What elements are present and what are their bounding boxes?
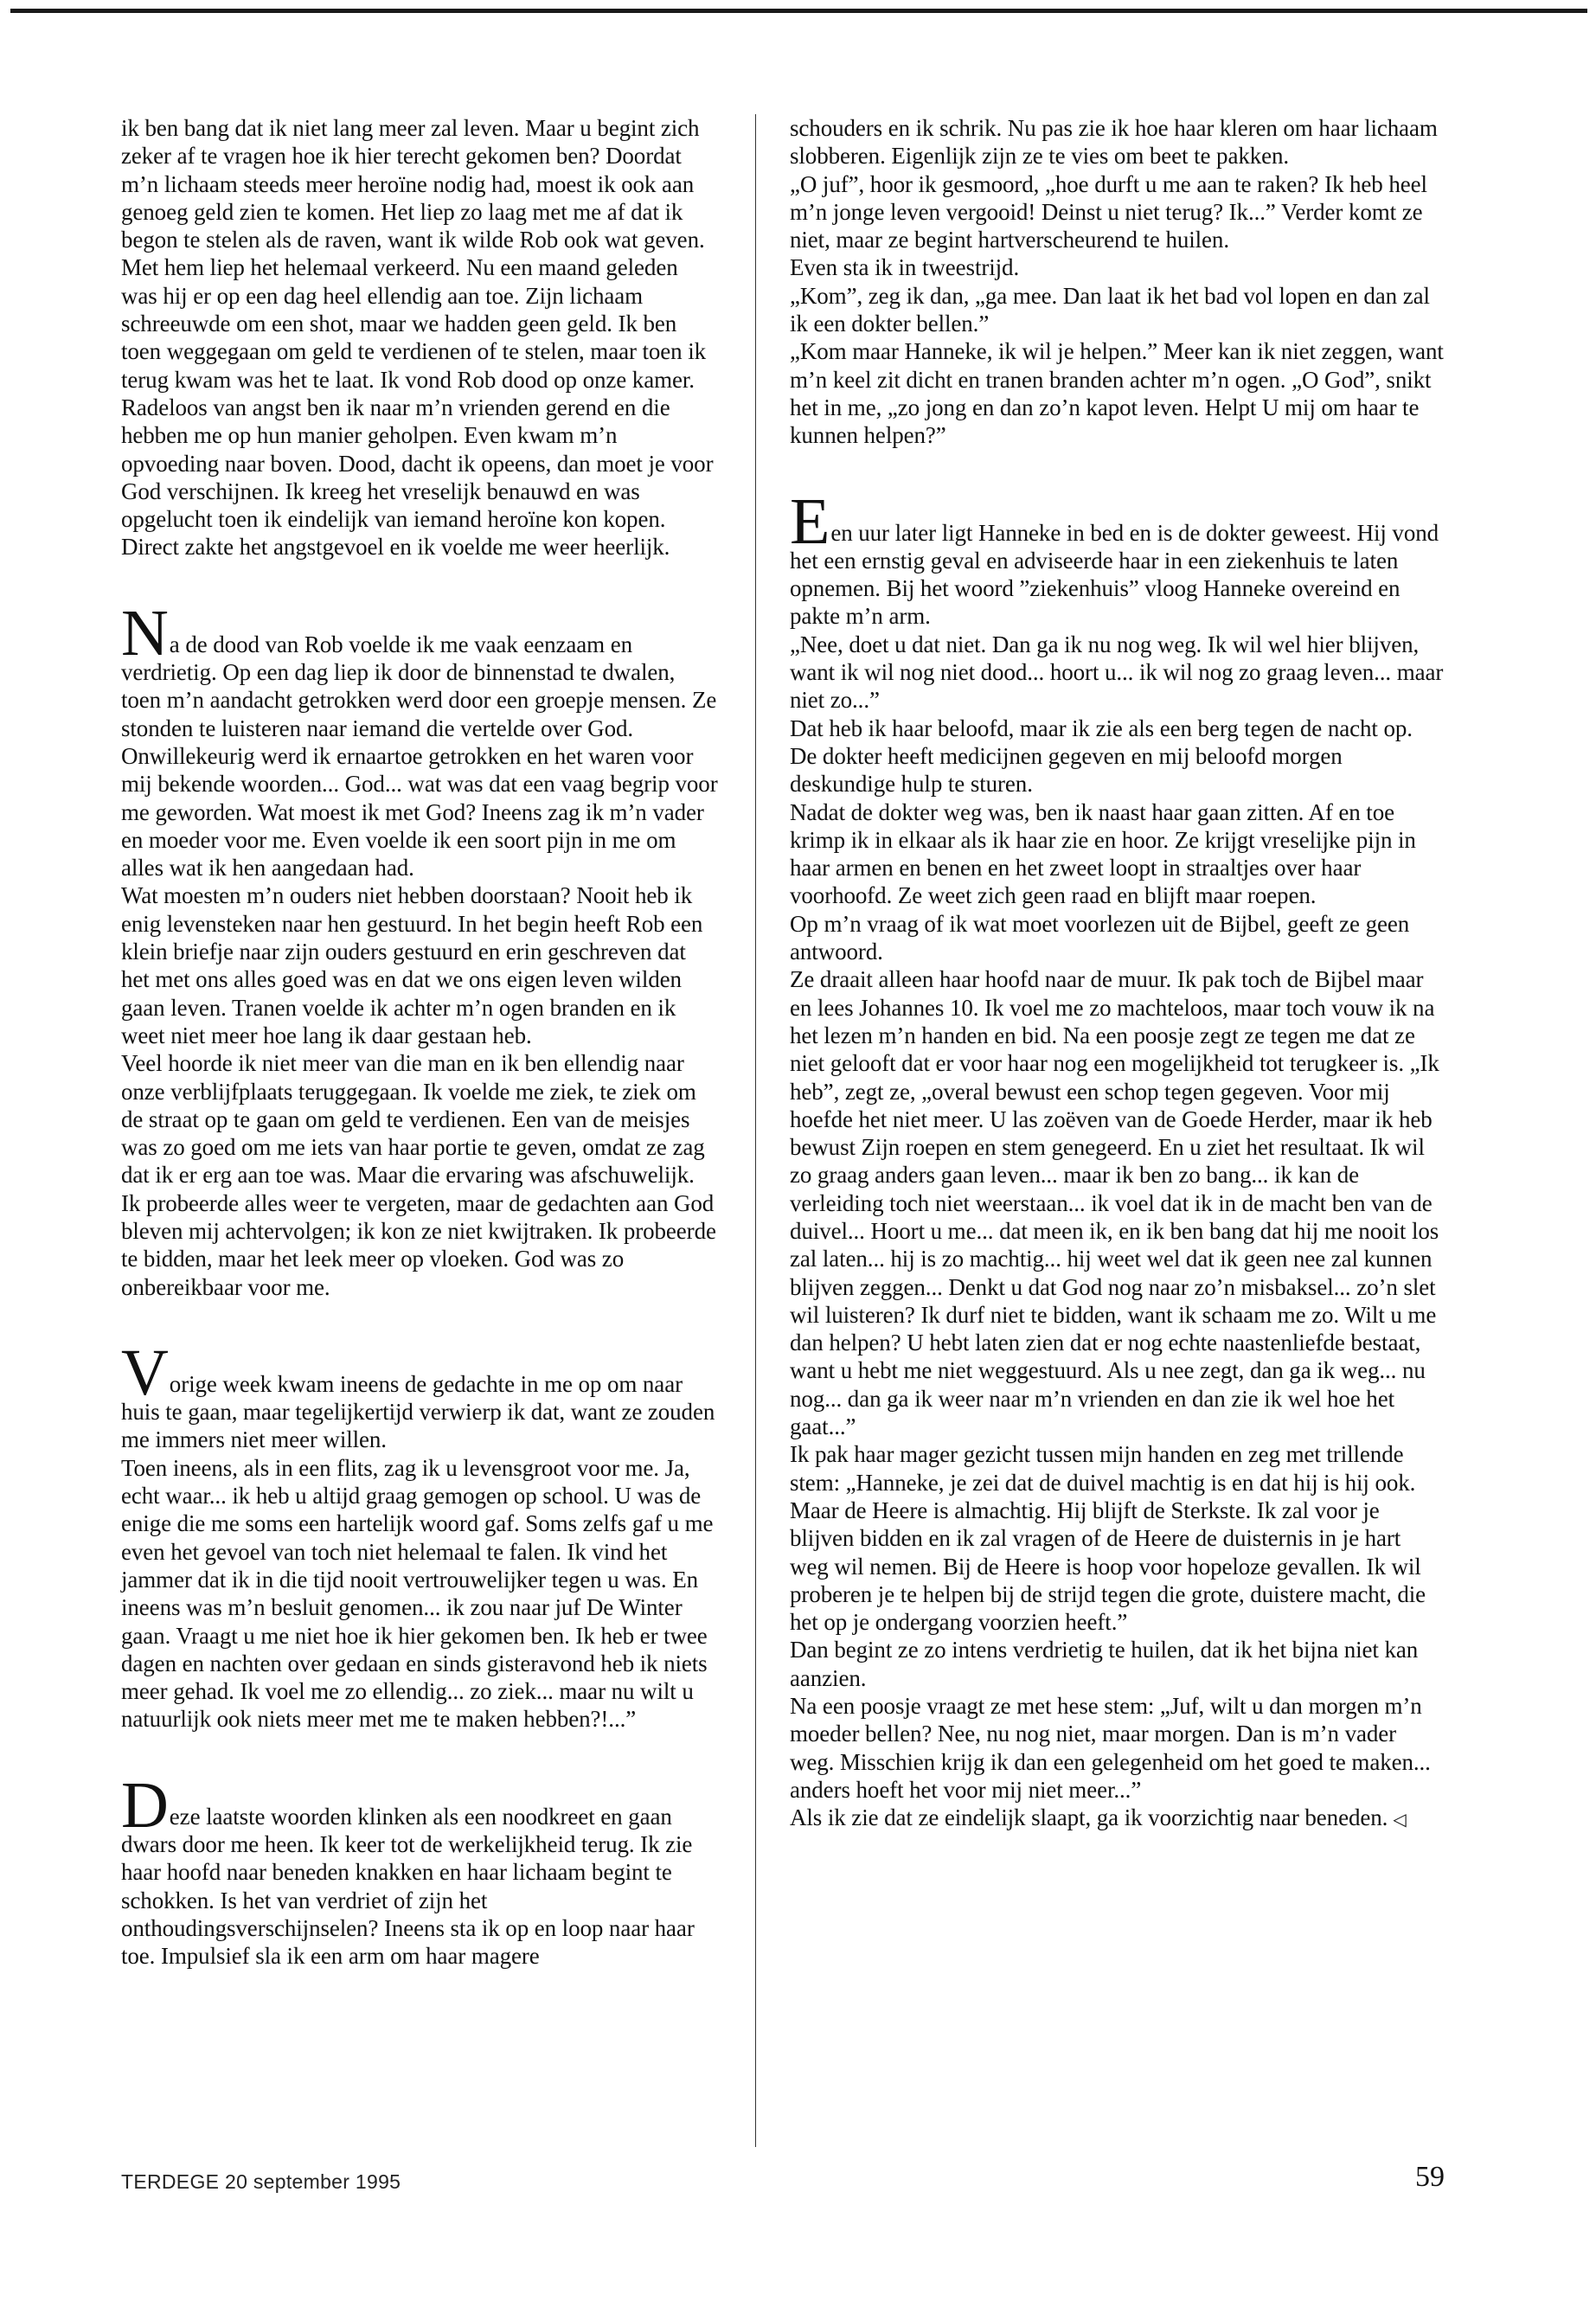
closing-text: Als ik zie dat ze eindelijk slaapt, ga ik voorzichtig naar beneden. xyxy=(790,1804,1388,1831)
right-column xyxy=(790,114,1445,1834)
intro-paragraph: „Kom”, zeg ik dan, „ga mee. Dan laat ik het bad vol lopen en dan zal ik een dokter bellen.” xyxy=(790,282,1430,337)
section-paragraph xyxy=(790,484,1445,631)
section-paragraph: Toen ineens, als in een flits, zag ik u levensgroot voor me. Ja, echt waar... ik heb u altijd graag gemogen op school. U was de enige die me soms een hartelijk woord gaf. Soms zelfs gaf u me even het gevoel van toch niet helemaal te falen. Ik vind het jammer dat ik in die tijd nooit vertrouwelijker tegen u was. En ineens was m’n besluit genomen... ik zou naar juf De Winter gaan. Vraagt u me niet hoe ik hier gekomen ben. Ik heb er twee dagen en nachten over gedaan en sinds gisteravond heb ik niets meer gehad. Ik voel me zo ellendig... zo ziek... maar nu wilt u natuurlijk ook niets meer met me te maken hebben?!...” xyxy=(121,1454,714,1733)
top-rule xyxy=(10,9,1587,13)
closing-paragraph xyxy=(790,1804,1445,1833)
drop-cap: N xyxy=(121,596,169,670)
section-paragraph: Ze draait alleen haar hoofd naar de muur. Ik pak toch de Bijbel maar en lees Johannes 10. Ik voel me zo machteloos, maar toch vouw ik na het lezen m’n handen en bid. Na een poosje zegt ze tegen me dat ze niet gelooft dat er voor haar nog een mogelijkheid tot terugkeer is. „Ik heb”, zegt ze, „overal bewust een schop tegen gegeven. Voor mij hoefde het niet meer. U las zoëven van de Goede Herder, maar ik heb bewust Zijn roepen en stem genegeerd. En u ziet het resultaat. Ik wil zo graag anders gaan leven... maar ik ben zo bang... ik kan de verleiding toch niet weerstaan... ik voel dat ik in de macht ben van de duivel... Hoort u me... dat meen ik, en ik ben bang dat hij me nooit los zal laten... hij is zo machtig... hij weet wel dat ik geen nee zal kunnen blijven zeggen... Denkt u dat God nog naar zo’n misbaksel... zo’n slet wil luisteren? Ik durf niet te bidden, want ik schaam me zo. Wilt u me dan helpen? U hebt laten zien dat er nog echte naastenliefde bestaat, want u hebt me niet weggestuurd. Als u nee zegt, dan ga ik weg... nu nog... dan ga ik weer naar m’n vrienden en dan zie ik wel hoe het gaat...” xyxy=(790,966,1439,1440)
left-column xyxy=(121,114,718,1971)
section-paragraph xyxy=(121,1768,718,1971)
section-paragraph: Na een poosje vraagt ze met hese stem: „Juf, wilt u dan morgen m’n moeder bellen? Nee, nu nog niet, maar morgen. Dan is m’n vader weg. Misschien krijg ik dan een gelegenheid om het goed te maken... anders hoeft het voor mij niet meer...” xyxy=(790,1693,1431,1803)
column-divider xyxy=(755,114,756,2147)
intro-paragraph: „O juf”, hoor ik gesmoord, „hoe durft u me aan te raken? Ik heb heel m’n jonge leven vergooid! Deinst u niet terug? Ik...” Verder komt ze niet, maar ze begint hartverscheurend te huilen. xyxy=(790,170,1427,253)
section-paragraph: Wat moesten m’n ouders niet hebben doorstaan? Nooit heb ik enig levensteken naar hen gestuurd. In het begin heeft Rob een klein briefje naar zijn ouders gestuurd en erin geschreven dat het met ons alles goed was en dat we ons eigen leven wilden gaan leven. Tranen voelde ik achter m’n ogen branden en ik weet niet meer hoe lang ik daar gestaan heb. xyxy=(121,882,703,1048)
page-number: 59 xyxy=(1415,2161,1445,2193)
publication-footer: TERDEGE 20 september 1995 xyxy=(121,2170,401,2193)
drop-cap: E xyxy=(790,484,830,558)
drop-cap: D xyxy=(121,1768,169,1842)
section-paragraph: Op m’n vraag of ik wat moet voorlezen uit de Bijbel, geeft ze geen antwoord. xyxy=(790,910,1410,965)
section-paragraph: Dan begint ze zo intens verdrietig te huilen, dat ik het bijna niet kan aanzien. xyxy=(790,1637,1419,1691)
section-paragraph: Dat heb ik haar beloofd, maar ik zie als een berg tegen de nacht op. De dokter heeft medicijnen gegeven en mij beloofd morgen deskundige hulp te sturen. xyxy=(790,715,1413,798)
section-paragraph xyxy=(121,1336,718,1454)
paragraph-text: en uur later ligt Hanneke in bed en is de dokter geweest. Hij vond het een ernstig geval en adviseerde haar in een ziekenhuis te laten opnemen. Bij het woord ”ziekenhuis” vloog Hanneke overeind en pakte m’n arm. xyxy=(790,519,1439,630)
section-spacer xyxy=(121,1734,718,1781)
intro-paragraph: Even sta ik in tweestrijd. xyxy=(790,254,1020,281)
section-paragraph: Veel hoorde ik niet meer van die man en ik ben ellendig naar onze verblijfplaats teruggegaan. Ik voelde me ziek, te ziek om de straat op te gaan om geld te verdienen. Een van de meisjes was zo goed om me iets van haar portie te geven, omdat ze zag dat ik er erg aan toe was. Maar die ervaring was afschuwelijk. Ik probeerde alles weer te vergeten, maar de gedachten aan God bleven mij achtervolgen; ik kon ze niet kwijtraken. Ik probeerde te bidden, maar het leek meer op vloeken. God was zo onbereikbaar voor me. xyxy=(121,1050,716,1300)
end-mark-icon: ◁ xyxy=(1393,1809,1407,1830)
paragraph-text: a de dood van Rob voelde ik me vaak eenzaam en verdrietig. Op een dag liep ik door de binnenstad te dwalen, toen m’n aandacht getrokken werd door een groepje mensen. Ze stonden te luisteren naar iemand die vertelde over God. Onwillekeurig werd ik ernaartoe getrokken en het waren voor mij bekende woorden... God... wat was dat een vaag begrip voor me geworden. Wat moest ik met God? Ineens zag ik m’n vader en moeder voor me. Even voelde ik een soort pijn in me om alles wat ik hen aangedaan had. xyxy=(121,631,718,881)
drop-cap: V xyxy=(121,1336,169,1409)
intro-paragraph: ik ben bang dat ik niet lang meer zal leven. Maar u begint zich zeker af te vragen hoe ik hier terecht gekomen ben? Doordat m’n lichaam steeds meer heroïne nodig had, moest ik ook aan genoeg geld zien te komen. Het liep zo laag met me af dat ik begon te stelen als de raven, want ik wilde Rob ook wat geven. Met hem liep het helemaal verkeerd. Nu een maand geleden was hij er op een dag heel ellendig aan toe. Zijn lichaam schreeuwde om een shot, maar we hadden geen geld. Ik ben toen weggegaan om geld te verdienen of te stelen, maar toen ik terug kwam was het te laat. Ik vond Rob dood op onze kamer. Radeloos van angst ben ik naar m’n vrienden gerend en die hebben me op hun manier geholpen. Even kwam m’n opvoeding naar boven. Dood, dacht ik opeens, dan moet je voor God verschijnen. Ik kreeg het vreselijk benauwd en was opgelucht toen ik eindelijk van iemand heroïne kon kopen. Direct zakte het angstgevoel en ik voelde me weer heerlijk. xyxy=(121,115,714,561)
section-paragraph: Ik pak haar mager gezicht tussen mijn handen en zeg met trillende stem: „Hanneke, je zei dat de duivel machtig is en dat hij is hij ook. Maar de Heere is almachtig. Hij blijft de Sterkste. Ik zal voor je blijven bidden en ik zal vragen of de Heere de duisternis in je hart weg wil nemen. Bij de Heere is hoop voor hopeloze gevallen. Ik wil proberen je te helpen bij de strijd tegen die grote, duistere macht, die het op je ondergang voorzien heeft.” xyxy=(790,1441,1426,1636)
section-paragraph: Nadat de dokter weg was, ben ik naast haar gaan zitten. Af en toe krimp ik in elkaar als ik haar zie en hoor. Ze krijgt vreselijke pijn in haar armen en benen en het zweet loopt in straaltjes over haar voorhoofd. Ze weet zich geen raad en blijft maar roepen. xyxy=(790,798,1416,909)
intro-paragraph: schouders en ik schrik. Nu pas zie ik hoe haar kleren om haar lichaam slobberen. Eigenlijk zijn ze te vies om beet te pakken. xyxy=(790,115,1438,170)
section-spacer xyxy=(121,561,718,609)
section-paragraph xyxy=(121,596,718,882)
paragraph-text: orige week kwam ineens de gedachte in me op om naar huis te gaan, maar tegelijkertijd verwierp ik dat, want ze zouden me immers niet meer willen. xyxy=(121,1370,715,1453)
paragraph-text: eze laatste woorden klinken als een noodkreet en gaan dwars door me heen. Ik keer tot de werkelijkheid terug. Ik zie haar hoofd naar beneden knakken en haar lichaam begint te schokken. Is het van verdriet of zijn het onthoudingsverschijnselen? Ineens sta ik op en loop naar haar toe. Impulsief sla ik een arm om haar magere xyxy=(121,1803,695,1970)
section-spacer xyxy=(121,1301,718,1349)
intro-paragraph: „Kom maar Hanneke, ik wil je helpen.” Meer kan ik niet zeggen, want m’n keel zit dicht en tranen branden achter m’n ogen. „O God”, snikt het in me, „zo jong en dan zo’n kapot leven. Helpt U mij om haar te kunnen helpen?” xyxy=(790,338,1444,449)
section-paragraph: „Nee, doet u dat niet. Dan ga ik nu nog weg. Ik wil wel hier blijven, want ik wil nog niet dood... hoort u... ik wil nog zo graag leven... maar niet zo...” xyxy=(790,631,1444,714)
section-spacer xyxy=(790,450,1445,497)
